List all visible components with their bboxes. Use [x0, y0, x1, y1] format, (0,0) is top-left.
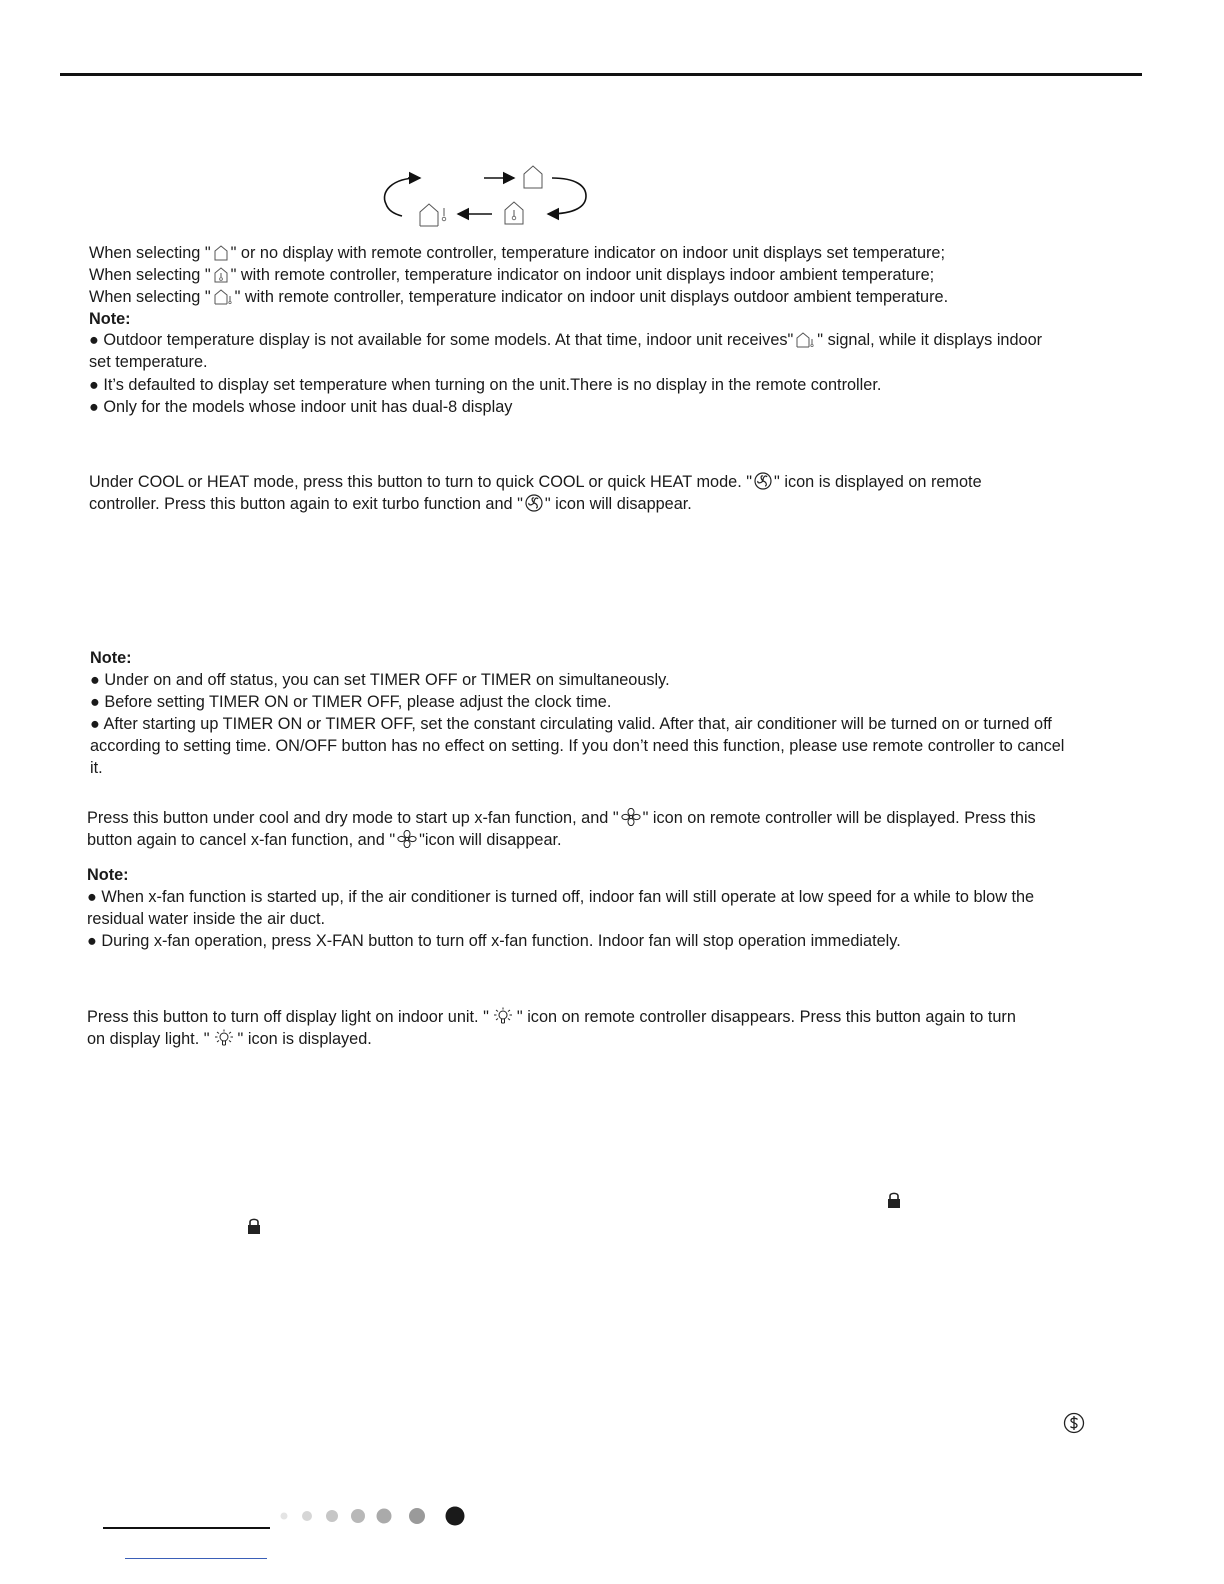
display-note-2: ● It’s defaulted to display set temperature when turning on the unit.There is no display in the remote controller.: [89, 376, 882, 394]
light-bulb-icon: [212, 1029, 236, 1052]
xfan-note-1: ● When x-fan function is started up, if the air conditioner is turned off, indoor fan will still operate at low speed for a while to blow the: [87, 888, 1035, 906]
temperature-display-cycle-diagram: [380, 160, 600, 232]
timer-note-3: ● After starting up TIMER ON or TIMER OFF, set the constant circulating valid. After that, air conditioner will be turned on or turned off: [90, 715, 1052, 733]
footer-link-rule: [125, 1558, 267, 1559]
lock-icon: [886, 1191, 902, 1209]
house-outdoor-thermometer-icon: [213, 289, 233, 310]
x-fan-icon: [397, 830, 417, 853]
house-icon: [524, 166, 542, 188]
turbo-fan-icon: [525, 494, 543, 517]
display-note-label: Note:: [89, 310, 131, 328]
light-bulb-icon: [491, 1007, 515, 1030]
timer-note-1: ● Under on and off status, you can set TIMER OFF or TIMER on simultaneously.: [90, 671, 670, 689]
timer-note-2: ● Before setting TIMER ON or TIMER OFF, please adjust the clock time.: [90, 693, 612, 711]
turbo-line-1: Under COOL or HEAT mode, press this button to turn to quick COOL or quick HEAT mode. " " icon is displayed on remote: [89, 472, 982, 495]
display-line-2: When selecting " " with remote controller, temperature indicator on indoor unit displays indoor ambient temperature;: [89, 265, 934, 288]
x-fan-icon: [621, 808, 641, 831]
header-rule: [60, 73, 1142, 76]
display-note-1-cont: set temperature.: [89, 353, 208, 371]
display-note-1: ● Outdoor temperature display is not available for some models. At that time, indoor unit receives" " signal, while it displays indoor: [89, 330, 1042, 353]
house-thermometer-icon: [213, 267, 229, 288]
display-line-1: When selecting " " or no display with remote controller, temperature indicator on indoor unit displays set temperature;: [89, 243, 945, 266]
xfan-line-2: button again to cancel x-fan function, and " "icon will disappear.: [87, 830, 562, 853]
footer-dots: [274, 1503, 474, 1531]
timer-note-label: Note:: [90, 649, 132, 667]
xfan-note-2: ● During x-fan operation, press X-FAN button to turn off x-fan function. Indoor fan will stop operation immediately.: [87, 932, 901, 950]
xfan-note-1-cont: residual water inside the air duct.: [87, 910, 326, 928]
house-outdoor-thermometer-icon: [420, 204, 446, 226]
dollar-save-icon: [1063, 1412, 1085, 1434]
display-note-3: ● Only for the models whose indoor unit has dual-8 display: [89, 398, 513, 416]
timer-note-3-end: it.: [90, 759, 103, 777]
xfan-note-label: Note:: [87, 866, 129, 884]
timer-note-3-cont: according to setting time. ON/OFF button has no effect on setting. If you don’t need this function, please use remote controller to cancel: [90, 737, 1065, 755]
house-icon: [213, 245, 229, 266]
turbo-line-2: controller. Press this button again to exit turbo function and " " icon will disappear.: [89, 494, 692, 517]
lock-icon: [246, 1217, 262, 1235]
house-outdoor-thermometer-icon: [795, 332, 815, 353]
light-line-2: on display light. " " icon is displayed.: [87, 1029, 372, 1052]
xfan-line-1: Press this button under cool and dry mode to start up x-fan function, and " " icon on remote controller will be displayed. Press this: [87, 808, 1036, 831]
house-thermometer-icon: [505, 202, 523, 224]
display-line-3: When selecting " " with remote controller, temperature indicator on indoor unit displays outdoor ambient temperature.: [89, 287, 948, 310]
turbo-fan-icon: [754, 472, 772, 495]
footer-rule: [103, 1527, 270, 1529]
light-line-1: Press this button to turn off display light on indoor unit. " " icon on remote controller disappears. Press this button again to turn: [87, 1007, 1016, 1030]
